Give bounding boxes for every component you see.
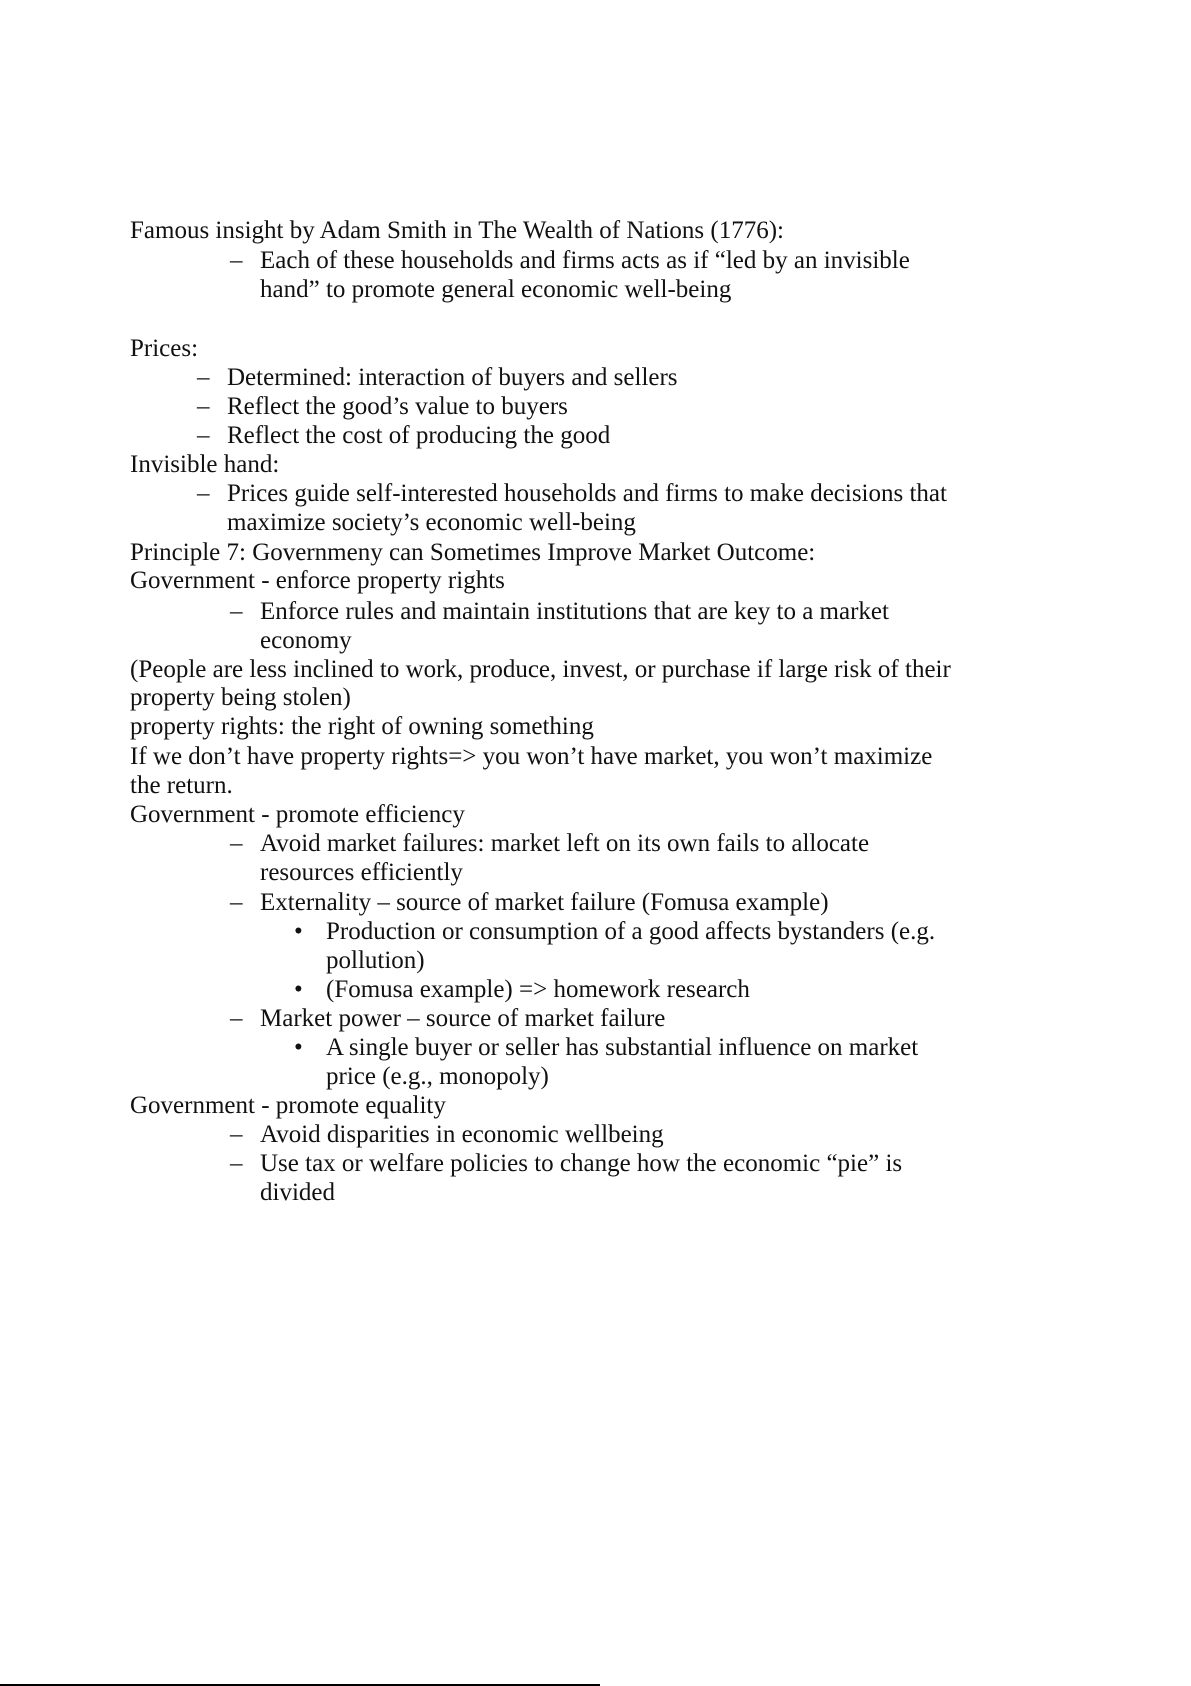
list-item: Determined: interaction of buyers and sellers xyxy=(227,364,678,391)
list-item: Avoid market failures: market left on its own fails to allocate xyxy=(260,830,870,857)
list-item-cont: maximize society’s economic well-being xyxy=(227,509,636,536)
property-definition: property rights: the right of owning something xyxy=(130,713,594,740)
list-item-cont: resources efficiently xyxy=(260,859,463,886)
dash-marker: – xyxy=(230,830,243,857)
list-item: Avoid disparities in economic wellbeing xyxy=(260,1121,664,1148)
dash-marker: – xyxy=(230,1005,243,1032)
dash-marker: – xyxy=(197,422,210,449)
sub-list-item: (Fomusa example) => homework research xyxy=(326,976,750,1003)
dash-marker: – xyxy=(230,247,243,274)
gov-property-heading: Government - enforce property rights xyxy=(130,567,505,594)
list-item: Externality – source of market failure (Fomusa example) xyxy=(260,889,829,916)
smith-heading: Famous insight by Adam Smith in The Wealth of Nations (1776): xyxy=(130,217,784,244)
list-item-cont: economy xyxy=(260,627,352,654)
no-property-text-cont: the return. xyxy=(130,772,233,799)
list-item: Each of these households and firms acts as if “led by an invisible xyxy=(260,247,910,274)
list-item: Reflect the cost of producing the good xyxy=(227,422,611,449)
gov-equality-heading: Government - promote equality xyxy=(130,1092,446,1119)
note-text-cont: property being stolen) xyxy=(130,684,351,711)
prices-heading: Prices: xyxy=(130,335,199,362)
dash-marker: – xyxy=(197,480,210,507)
dash-marker: – xyxy=(230,1150,243,1177)
note-text: (People are less inclined to work, produce, invest, or purchase if large risk of their xyxy=(130,656,951,683)
bullet-marker: • xyxy=(294,1034,303,1061)
bullet-marker: • xyxy=(294,918,303,945)
list-item-cont: divided xyxy=(260,1179,335,1206)
gov-efficiency-heading: Government - promote efficiency xyxy=(130,801,465,828)
list-item: Use tax or welfare policies to change how the economic “pie” is xyxy=(260,1150,903,1177)
dash-marker: – xyxy=(197,393,210,420)
sub-list-item: A single buyer or seller has substantial influence on market xyxy=(326,1034,919,1061)
list-item-cont: hand” to promote general economic well-being xyxy=(260,276,732,303)
list-item: Prices guide self-interested households and firms to make decisions that xyxy=(227,480,947,507)
list-item: Reflect the good’s value to buyers xyxy=(227,393,568,420)
dash-marker: – xyxy=(230,1121,243,1148)
dash-marker: – xyxy=(197,364,210,391)
sub-list-item-cont: pollution) xyxy=(326,947,425,974)
list-item: Enforce rules and maintain institutions that are key to a market xyxy=(260,598,889,625)
no-property-text: If we don’t have property rights=> you won’t have market, you won’t maximize xyxy=(130,743,933,770)
principle-7-heading: Principle 7: Governmeny can Sometimes Improve Market Outcome: xyxy=(130,539,816,566)
sub-list-item-cont: price (e.g., monopoly) xyxy=(326,1063,549,1090)
dash-marker: – xyxy=(230,598,243,625)
list-item: Market power – source of market failure xyxy=(260,1005,666,1032)
bullet-marker: • xyxy=(294,976,303,1003)
dash-marker: – xyxy=(230,889,243,916)
sub-list-item: Production or consumption of a good affects bystanders (e.g. xyxy=(326,918,936,945)
invisible-hand-heading: Invisible hand: xyxy=(130,451,280,478)
